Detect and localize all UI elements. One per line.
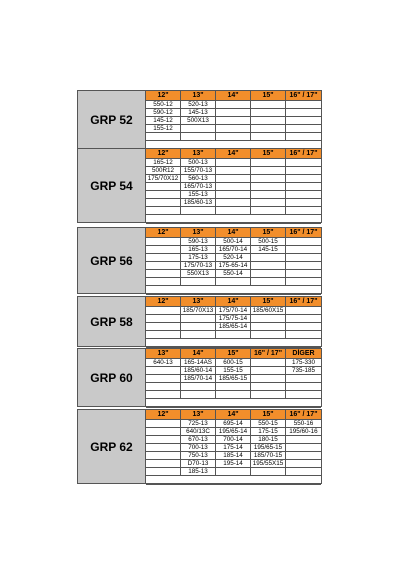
- tire-size-cell: 195/55X15: [251, 460, 286, 468]
- tire-size-cell: [146, 238, 181, 246]
- tire-size-cell: [146, 436, 181, 444]
- rim-size-header: 13": [181, 91, 216, 101]
- tire-size-cell: 185/60X15: [251, 307, 286, 315]
- table-row: [146, 367, 321, 375]
- rim-size-header: 16" / 17": [286, 91, 321, 101]
- tire-size-cell: [181, 207, 216, 215]
- tire-size-cell: [251, 125, 286, 133]
- table-row: [146, 428, 321, 436]
- tire-size-cell: [216, 109, 251, 117]
- table-row: [146, 331, 321, 339]
- tire-size-cell: 735-185: [286, 367, 321, 375]
- tire-size-cell: 155/70-13: [181, 167, 216, 175]
- table-row: [146, 254, 321, 262]
- table-row: [146, 125, 321, 133]
- tire-size-cell: [251, 262, 286, 270]
- header-row: [146, 410, 321, 420]
- tire-size-cell: [146, 315, 181, 323]
- rim-size-header: 12": [146, 91, 181, 101]
- tire-size-cell: [146, 444, 181, 452]
- tire-size-cell: 590-13: [181, 238, 216, 246]
- rim-size-header: 12": [146, 410, 181, 420]
- rim-size-header: 16" / 17": [286, 149, 321, 159]
- tire-size-cell: 500-15: [251, 238, 286, 246]
- tire-size-cell: 185/70-14: [181, 375, 216, 383]
- table-row: [146, 383, 321, 391]
- tire-size-cell: [216, 207, 251, 215]
- rim-size-header: 16" / 17": [251, 349, 286, 359]
- tire-size-cell: [286, 207, 321, 215]
- tire-size-cell: [251, 133, 286, 141]
- tire-size-cell: 500R12: [146, 167, 181, 175]
- tire-size-cell: [286, 175, 321, 183]
- tire-size-cell: 155-12: [146, 125, 181, 133]
- tire-size-cell: 175-14: [216, 444, 251, 452]
- size-grid: [146, 91, 321, 150]
- tire-size-cell: [181, 315, 216, 323]
- table-row: [146, 323, 321, 331]
- table-row: [146, 468, 321, 476]
- tire-size-cell: 520-14: [216, 254, 251, 262]
- tire-size-cell: [286, 159, 321, 167]
- rim-size-header: 14": [216, 410, 251, 420]
- tire-size-cell: 560-13: [181, 175, 216, 183]
- size-grid: [146, 297, 321, 348]
- table-row: [146, 207, 321, 215]
- tire-size-cell: 185/65-14: [216, 323, 251, 331]
- spacer-row: [146, 476, 321, 485]
- table-row: [146, 167, 321, 175]
- tire-size-cell: [146, 278, 181, 286]
- tire-size-cell: [146, 270, 181, 278]
- tire-size-cell: [216, 391, 251, 399]
- tire-size-cell: 695-14: [216, 420, 251, 428]
- tire-size-cell: [286, 391, 321, 399]
- tire-size-cell: [216, 191, 251, 199]
- table-row: [146, 391, 321, 399]
- tire-size-cell: [146, 254, 181, 262]
- tire-size-cell: 550-16: [286, 420, 321, 428]
- rim-size-header: 16" / 17": [286, 297, 321, 307]
- table-row: [146, 159, 321, 167]
- table-row: [146, 278, 321, 286]
- table-row: [146, 460, 321, 468]
- tire-size-cell: [216, 175, 251, 183]
- rim-size-header: 15": [251, 410, 286, 420]
- rim-size-header: 14": [216, 91, 251, 101]
- tire-size-cell: 520-13: [181, 101, 216, 109]
- tire-size-cell: [251, 383, 286, 391]
- tire-size-cell: [286, 468, 321, 476]
- table-row: [146, 307, 321, 315]
- tire-size-cell: [146, 323, 181, 331]
- table-row: [146, 315, 321, 323]
- tire-size-cell: 185/60-14: [181, 367, 216, 375]
- tire-size-cell: 145-15: [251, 246, 286, 254]
- rim-size-header: 15": [216, 349, 251, 359]
- tire-size-cell: 550-15: [251, 420, 286, 428]
- tire-size-cell: [216, 167, 251, 175]
- table-row: [146, 109, 321, 117]
- tire-size-cell: [286, 375, 321, 383]
- group-table: [77, 148, 322, 223]
- tire-size-cell: [181, 383, 216, 391]
- tire-size-cell: [286, 125, 321, 133]
- tire-size-cell: 155-15: [216, 367, 251, 375]
- spacer-row: [146, 339, 321, 348]
- tire-size-cell: [286, 254, 321, 262]
- tire-size-cell: [146, 468, 181, 476]
- tire-size-cell: [216, 383, 251, 391]
- rim-size-header: 12": [146, 297, 181, 307]
- tire-size-cell: [146, 199, 181, 207]
- tire-size-cell: [251, 207, 286, 215]
- tire-size-cell: 185/65-15: [216, 375, 251, 383]
- tire-size-cell: 500-13: [181, 159, 216, 167]
- tire-size-cell: [251, 199, 286, 207]
- tire-size-cell: 700-13: [181, 444, 216, 452]
- tire-size-cell: [251, 468, 286, 476]
- tire-size-cell: [146, 375, 181, 383]
- group-label: GRP 54: [78, 149, 146, 222]
- tire-size-cell: [251, 175, 286, 183]
- rim-size-header: 14": [216, 149, 251, 159]
- tire-size-cell: [286, 262, 321, 270]
- tire-size-cell: 550-12: [146, 101, 181, 109]
- tire-size-cell: [146, 367, 181, 375]
- tire-size-cell: 185-13: [181, 468, 216, 476]
- group-table: [77, 296, 322, 347]
- tire-size-cell: [146, 307, 181, 315]
- tire-size-cell: [286, 460, 321, 468]
- table-row: [146, 191, 321, 199]
- tire-size-cell: 500-14: [216, 238, 251, 246]
- header-row: [146, 149, 321, 159]
- size-grid: [146, 149, 321, 224]
- tire-size-cell: [251, 359, 286, 367]
- table-row: [146, 246, 321, 254]
- tire-size-cell: [251, 254, 286, 262]
- tire-size-cell: [251, 315, 286, 323]
- tire-size-cell: 165/70-14: [216, 246, 251, 254]
- tire-size-cell: [181, 323, 216, 331]
- tire-size-cell: [181, 125, 216, 133]
- tire-size-cell: 185-14: [216, 452, 251, 460]
- group-table: [77, 227, 322, 294]
- header-row: [146, 349, 321, 359]
- rim-size-header: 14": [216, 297, 251, 307]
- tire-size-cell: [251, 323, 286, 331]
- tire-size-cell: [146, 391, 181, 399]
- tire-size-cell: 175/75-14: [216, 315, 251, 323]
- tire-size-cell: [146, 420, 181, 428]
- tire-size-cell: [286, 452, 321, 460]
- tire-size-cell: [146, 452, 181, 460]
- tire-size-cell: [286, 199, 321, 207]
- tire-size-cell: [286, 444, 321, 452]
- tire-size-cell: 640/13C: [181, 428, 216, 436]
- tire-size-cell: 500X13: [181, 117, 216, 125]
- rim-size-header: 14": [216, 228, 251, 238]
- rim-size-header: 12": [146, 228, 181, 238]
- tire-size-cell: [286, 270, 321, 278]
- tire-size-cell: [286, 133, 321, 141]
- tire-size-cell: [286, 307, 321, 315]
- group-label: GRP 52: [78, 91, 146, 148]
- table-row: [146, 238, 321, 246]
- table-row: [146, 101, 321, 109]
- table-row: [146, 175, 321, 183]
- group-label: GRP 58: [78, 297, 146, 346]
- tire-size-cell: [286, 278, 321, 286]
- tire-size-cell: [286, 238, 321, 246]
- rim-size-header: 12": [146, 149, 181, 159]
- tire-size-cell: [216, 125, 251, 133]
- table-row: [146, 133, 321, 141]
- table-row: [146, 452, 321, 460]
- size-grid: [146, 228, 321, 295]
- tire-size-cell: [181, 278, 216, 286]
- tire-size-cell: [286, 167, 321, 175]
- rim-size-header: 15": [251, 228, 286, 238]
- tire-size-cell: [146, 428, 181, 436]
- tire-size-cell: [251, 375, 286, 383]
- tire-size-cell: [216, 278, 251, 286]
- group-label: GRP 62: [78, 410, 146, 483]
- tire-size-cell: 700-14: [216, 436, 251, 444]
- tire-size-cell: [146, 246, 181, 254]
- tire-size-cell: [251, 117, 286, 125]
- rim-size-header: 15": [251, 149, 286, 159]
- tire-size-cell: 175/70X12: [146, 175, 181, 183]
- tire-size-cell: [216, 331, 251, 339]
- tire-size-cell: [146, 207, 181, 215]
- rim-size-header: 13": [146, 349, 181, 359]
- group-label: GRP 56: [78, 228, 146, 293]
- spacer-row: [146, 286, 321, 295]
- table-row: [146, 199, 321, 207]
- tire-size-cell: 750-13: [181, 452, 216, 460]
- table-row: [146, 183, 321, 191]
- tire-size-cell: 195/65-14: [216, 428, 251, 436]
- tire-size-cell: 550-14: [216, 270, 251, 278]
- size-grid: [146, 349, 321, 408]
- tire-size-cell: D70-13: [181, 460, 216, 468]
- rim-size-header: DİGER: [286, 349, 321, 359]
- tire-size-cell: 590-12: [146, 109, 181, 117]
- tire-size-cell: [286, 436, 321, 444]
- tire-size-cell: [146, 133, 181, 141]
- tire-size-cell: [286, 191, 321, 199]
- tire-size-cell: 550X13: [181, 270, 216, 278]
- tire-size-cell: 165-14AS: [181, 359, 216, 367]
- tire-size-cell: [216, 117, 251, 125]
- tire-size-cell: 185/70-15: [251, 452, 286, 460]
- tire-size-cell: 175-65-14: [216, 262, 251, 270]
- tire-size-cell: 175/70-13: [181, 262, 216, 270]
- rim-size-header: 16" / 17": [286, 410, 321, 420]
- tire-size-cell: [286, 331, 321, 339]
- table-row: [146, 270, 321, 278]
- group-label: GRP 60: [78, 349, 146, 406]
- rim-size-header: 16" / 17": [286, 228, 321, 238]
- header-row: [146, 297, 321, 307]
- tire-size-cell: [286, 246, 321, 254]
- tire-size-cell: [286, 323, 321, 331]
- tire-size-cell: 185/70X13: [181, 307, 216, 315]
- tire-size-cell: [286, 383, 321, 391]
- table-row: [146, 359, 321, 367]
- tire-size-cell: [216, 468, 251, 476]
- tire-size-cell: [251, 183, 286, 191]
- tire-size-cell: [286, 183, 321, 191]
- spacer-row: [146, 399, 321, 408]
- tire-size-cell: 195/65-15: [251, 444, 286, 452]
- table-row: [146, 420, 321, 428]
- tire-size-cell: [146, 383, 181, 391]
- table-row: [146, 375, 321, 383]
- tire-size-cell: 145-13: [181, 109, 216, 117]
- header-row: [146, 91, 321, 101]
- tire-size-cell: 175-13: [181, 254, 216, 262]
- tire-size-cell: [146, 262, 181, 270]
- tire-size-cell: [251, 367, 286, 375]
- group-table: [77, 348, 322, 407]
- tire-size-cell: [146, 460, 181, 468]
- tire-size-cell: [251, 331, 286, 339]
- tire-size-cell: 165-12: [146, 159, 181, 167]
- tire-size-cell: 600-15: [216, 359, 251, 367]
- tire-size-cell: 670-13: [181, 436, 216, 444]
- tire-size-cell: 640-13: [146, 359, 181, 367]
- group-table: [77, 90, 322, 149]
- tire-size-cell: [286, 117, 321, 125]
- table-row: [146, 262, 321, 270]
- tire-size-cell: [181, 133, 216, 141]
- tire-size-cell: [251, 278, 286, 286]
- table-row: [146, 444, 321, 452]
- tire-size-cell: 195-14: [216, 460, 251, 468]
- tire-size-cell: [216, 183, 251, 191]
- tire-size-cell: 185/60-13: [181, 199, 216, 207]
- tire-size-cell: [251, 109, 286, 117]
- rim-size-header: 13": [181, 228, 216, 238]
- tire-size-cell: [216, 101, 251, 109]
- size-grid: [146, 410, 321, 485]
- tire-size-cell: 165/70-13: [181, 183, 216, 191]
- tire-size-cell: [146, 191, 181, 199]
- group-table: [77, 409, 322, 484]
- tire-size-cell: [181, 331, 216, 339]
- spacer-row: [146, 215, 321, 224]
- tire-size-cell: [146, 183, 181, 191]
- rim-size-header: 15": [251, 91, 286, 101]
- rim-size-header: 14": [181, 349, 216, 359]
- tire-size-cell: [216, 159, 251, 167]
- tire-size-cell: [251, 391, 286, 399]
- tire-size-cell: 145-12: [146, 117, 181, 125]
- rim-size-header: 15": [251, 297, 286, 307]
- rim-size-header: 13": [181, 149, 216, 159]
- tire-size-cell: 725-13: [181, 420, 216, 428]
- table-row: [146, 436, 321, 444]
- tire-size-cell: [286, 315, 321, 323]
- tire-size-cell: 195/60-16: [286, 428, 321, 436]
- tire-size-cell: [286, 109, 321, 117]
- tire-size-cell: [181, 391, 216, 399]
- tire-size-cell: 180-15: [251, 436, 286, 444]
- tire-size-cell: [251, 191, 286, 199]
- tire-size-cell: [216, 199, 251, 207]
- tire-size-cell: [251, 101, 286, 109]
- tire-size-cell: [251, 167, 286, 175]
- header-row: [146, 228, 321, 238]
- tire-size-cell: 155-13: [181, 191, 216, 199]
- tire-size-cell: [251, 270, 286, 278]
- rim-size-header: 13": [181, 297, 216, 307]
- tire-size-cell: [251, 159, 286, 167]
- table-row: [146, 117, 321, 125]
- tire-size-cell: [216, 133, 251, 141]
- tire-size-cell: 175-330: [286, 359, 321, 367]
- tire-size-cell: 175/70-14: [216, 307, 251, 315]
- tire-size-cell: 175-15: [251, 428, 286, 436]
- tire-size-cell: [146, 331, 181, 339]
- rim-size-header: 13": [181, 410, 216, 420]
- tire-size-cell: 165-13: [181, 246, 216, 254]
- tire-size-cell: [286, 101, 321, 109]
